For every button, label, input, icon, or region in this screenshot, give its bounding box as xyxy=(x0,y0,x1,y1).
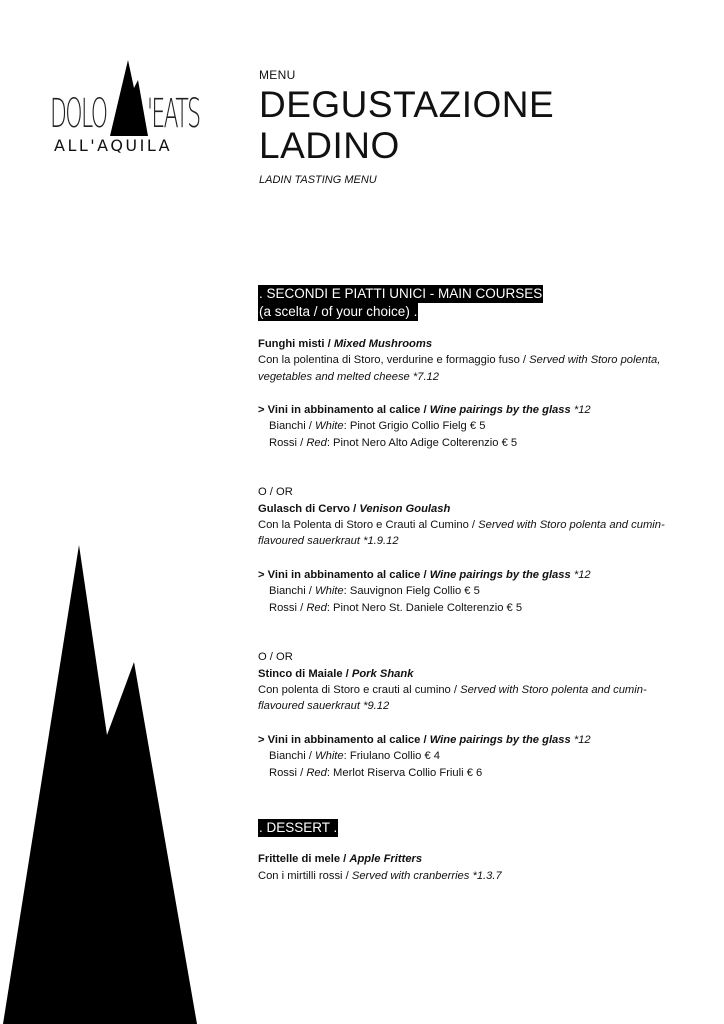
dish-item xyxy=(258,451,678,616)
section-heading-line2: (a scelta / of your choice) . xyxy=(259,304,418,320)
dish-desc-it: Con i mirtilli rossi / xyxy=(258,869,352,882)
wine-pairing-header xyxy=(258,732,678,748)
wine-name: : Pinot Grigio Collio Fielg € 5 xyxy=(343,420,486,433)
dish-name xyxy=(258,666,678,682)
dish-name xyxy=(258,336,678,352)
wine-header-it: > Vini in abbinamento al calice / xyxy=(258,733,430,746)
wine-header-code: *12 xyxy=(570,568,591,581)
dessert-heading: . DESSERT . xyxy=(259,819,338,835)
dish-item xyxy=(258,616,678,781)
dish-name-it: Funghi misti / xyxy=(258,337,334,350)
wine-label-en: Red xyxy=(306,601,327,614)
or-label: O / OR xyxy=(258,486,293,499)
wine-pairing-header xyxy=(258,567,678,583)
dish-name-en: Pork Shank xyxy=(351,667,414,680)
dish-desc-it: Con la polentina di Storo, verdurine e formaggio fuso / xyxy=(258,354,530,367)
dish-description xyxy=(258,352,678,385)
section-heading-main xyxy=(258,285,678,322)
wine-red xyxy=(258,600,678,616)
dish-name xyxy=(258,501,678,517)
wine-red xyxy=(258,435,678,451)
wine-pairing-header xyxy=(258,402,678,418)
dish-desc-it: Con la Polenta di Storo e Crauti al Cumino / xyxy=(258,519,479,532)
dish-desc-en: Served with Storo polenta and cumin-flavoured sauerkraut *1.9.12 xyxy=(258,519,665,548)
dish-name-en: Venison Goulash xyxy=(359,502,451,515)
page-title xyxy=(259,84,554,166)
logo-peak-icon xyxy=(108,56,148,136)
wine-white xyxy=(258,748,678,764)
wine-header-en: Wine pairings by the glass xyxy=(429,568,571,581)
wine-name: : Pinot Nero Alto Adige Colterenzio € 5 xyxy=(326,436,518,449)
wine-label-en: White xyxy=(315,750,344,763)
dish-name-en: Apple Fritters xyxy=(349,853,423,866)
dessert-item xyxy=(258,851,678,884)
wine-label: Bianchi / xyxy=(269,420,316,433)
wine-label-en: Red xyxy=(306,766,327,779)
wine-red xyxy=(258,765,678,781)
section-heading-line1: . SECONDI E PIATTI UNICI - MAIN COURSES xyxy=(259,286,543,301)
logo xyxy=(50,56,200,156)
wine-header-en: Wine pairings by the glass xyxy=(429,404,571,417)
wine-white xyxy=(258,583,678,599)
dish-item xyxy=(258,336,678,451)
dish-name-it: Stinco di Maiale / xyxy=(258,667,352,680)
title-line-2: LADINO xyxy=(259,125,400,166)
wine-header-code: *12 xyxy=(570,404,591,417)
wine-header-it: > Vini in abbinamento al calice / xyxy=(258,568,430,581)
wine-label: Bianchi / xyxy=(269,585,316,598)
dish-desc-en: Served with Storo polenta and cumin-flavoured sauerkraut *9.12 xyxy=(258,683,647,713)
wine-name: : Pinot Nero St. Daniele Colterenzio € 5 xyxy=(326,601,523,614)
dish-name xyxy=(258,851,678,867)
wine-label-en: White xyxy=(315,420,344,433)
wine-name: : Friulano Collio € 4 xyxy=(343,750,441,763)
menu-content xyxy=(258,285,678,884)
logo-word-left: DOLO xyxy=(50,91,107,137)
menu-kicker: MENU xyxy=(259,68,296,82)
section-heading-dessert xyxy=(258,819,678,837)
menu-header xyxy=(259,68,554,186)
logo-word-right: 'EATS xyxy=(147,91,200,137)
dish-name-en: Mixed Mushrooms xyxy=(333,337,433,350)
dish-desc-en: Served with cranberries *1.3.7 xyxy=(351,869,502,882)
wine-label: Bianchi / xyxy=(269,750,316,763)
or-label: O / OR xyxy=(258,651,293,664)
dish-description xyxy=(258,868,678,884)
wine-label: Rossi / xyxy=(269,436,307,449)
dish-name-it: Frittelle di mele / xyxy=(258,853,350,866)
title-line-1: DEGUSTAZIONE xyxy=(259,84,555,125)
wine-label-en: Red xyxy=(306,436,327,449)
wine-header-it: > Vini in abbinamento al calice / xyxy=(258,404,430,417)
wine-name: : Merlot Riserva Collio Friuli € 6 xyxy=(326,766,483,779)
wine-label-en: White xyxy=(315,585,344,598)
wine-header-code: *12 xyxy=(570,733,591,746)
wine-header-en: Wine pairings by the glass xyxy=(429,733,571,746)
wine-name: : Sauvignon Fielg Collio € 5 xyxy=(343,585,480,598)
wine-label: Rossi / xyxy=(269,601,307,614)
dish-description xyxy=(258,682,678,715)
logo-subtitle: ALL'AQUILA xyxy=(54,136,173,155)
wine-white xyxy=(258,418,678,434)
dish-description xyxy=(258,517,678,550)
dish-name-it: Gulasch di Cervo / xyxy=(258,502,360,515)
wine-label: Rossi / xyxy=(269,766,307,779)
dish-desc-it: Con polenta di Storo e crauti al cumino / xyxy=(258,683,461,696)
dish-desc-en: Served with Storo polenta, vegetables and melted cheese *7.12 xyxy=(258,354,661,383)
page-subtitle: LADIN TASTING MENU xyxy=(259,174,377,186)
